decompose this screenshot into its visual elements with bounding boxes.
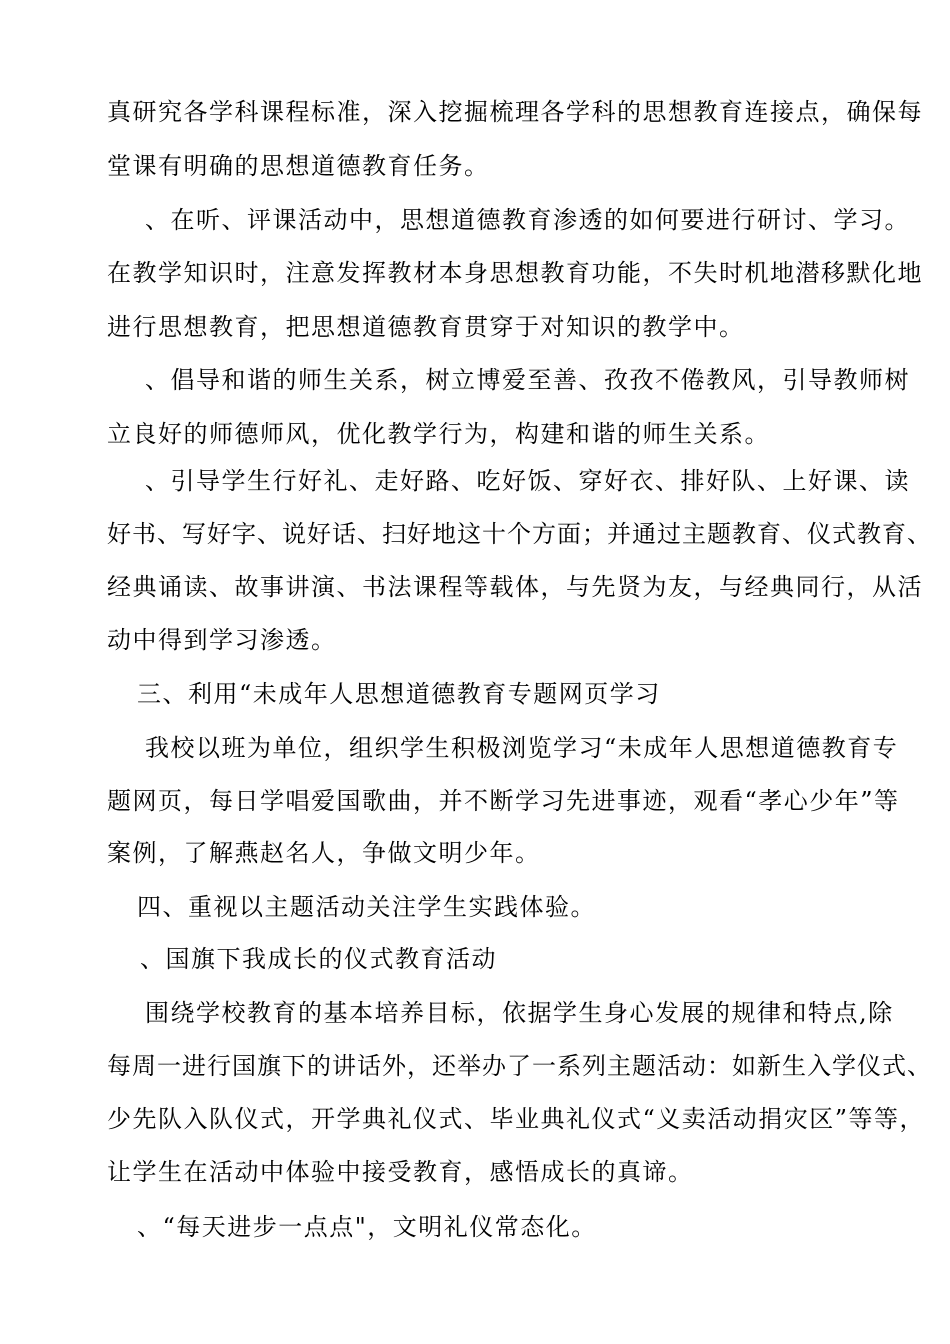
text-line: 在教学知识时，注意发挥教材本身思想教育功能，不失时机地潜移默化地 [107,259,923,287]
text-line: 让学生在活动中体验中接受教育，感悟成长的真谛。 [107,1158,694,1186]
text-line: 经典诵读、故事讲演、书法课程等载体，与先贤为友，与经典同行，从活 [107,573,923,601]
sub-heading: 、“每天进步一点点"，文明礼仪常态化。 [137,1213,597,1241]
text-line: 进行思想教育，把思想道德教育贯穿于对知识的教学中。 [107,313,745,341]
text-line: 每周一进行国旗下的讲话外，还举办了一系列主题活动：如新生入学仪式、 [107,1052,932,1080]
text-line: 、在听、评课活动中，思想道德教育渗透的如何要进行研讨、学习。 [145,206,910,234]
section-heading: 三、利用“未成年人思想道德教育专题网页学习 [137,680,661,708]
text-line: 堂课有明确的思想道德教育任务。 [107,152,490,180]
text-line: 、倡导和谐的师生关系，树立博爱至善、孜孜不倦教风，引导教师树 [145,366,910,394]
sub-heading: 、国旗下我成长的仪式教育活动 [140,945,497,973]
text-line: 少先队入队仪式，开学典礼仪式、毕业典礼仪式“义卖活动捐灾区”等等， [107,1105,926,1133]
text-line: 真研究各学科课程标准，深入挖掘梳理各学科的思想教育连接点，确保每 [107,98,923,126]
text-line: 立良好的师德师风，优化教学行为，构建和谐的师生关系。 [107,420,770,448]
text-line: 、引导学生行好礼、走好路、吃好饭、穿好衣、排好队、上好课、读 [145,467,910,495]
text-line: 我校以班为单位，组织学生积极浏览学习“未成年人思想道德教育专 [145,734,899,762]
text-line: 动中得到学习渗透。 [107,626,337,654]
text-line: 围绕学校教育的基本培养目标，依据学生身心发展的规律和特点,除 [145,999,894,1027]
text-line: 题网页，每日学唱爱国歌曲，并不断学习先进事迹，观看“孝心少年”等 [107,787,900,815]
section-heading: 四、重视以主题活动关注学生实践体验。 [137,893,596,921]
text-line: 好书、写好字、说好话、扫好地这十个方面；并通过主题教育、仪式教育、 [107,520,932,548]
text-line: 案例，了解燕赵名人，争做文明少年。 [107,839,541,867]
